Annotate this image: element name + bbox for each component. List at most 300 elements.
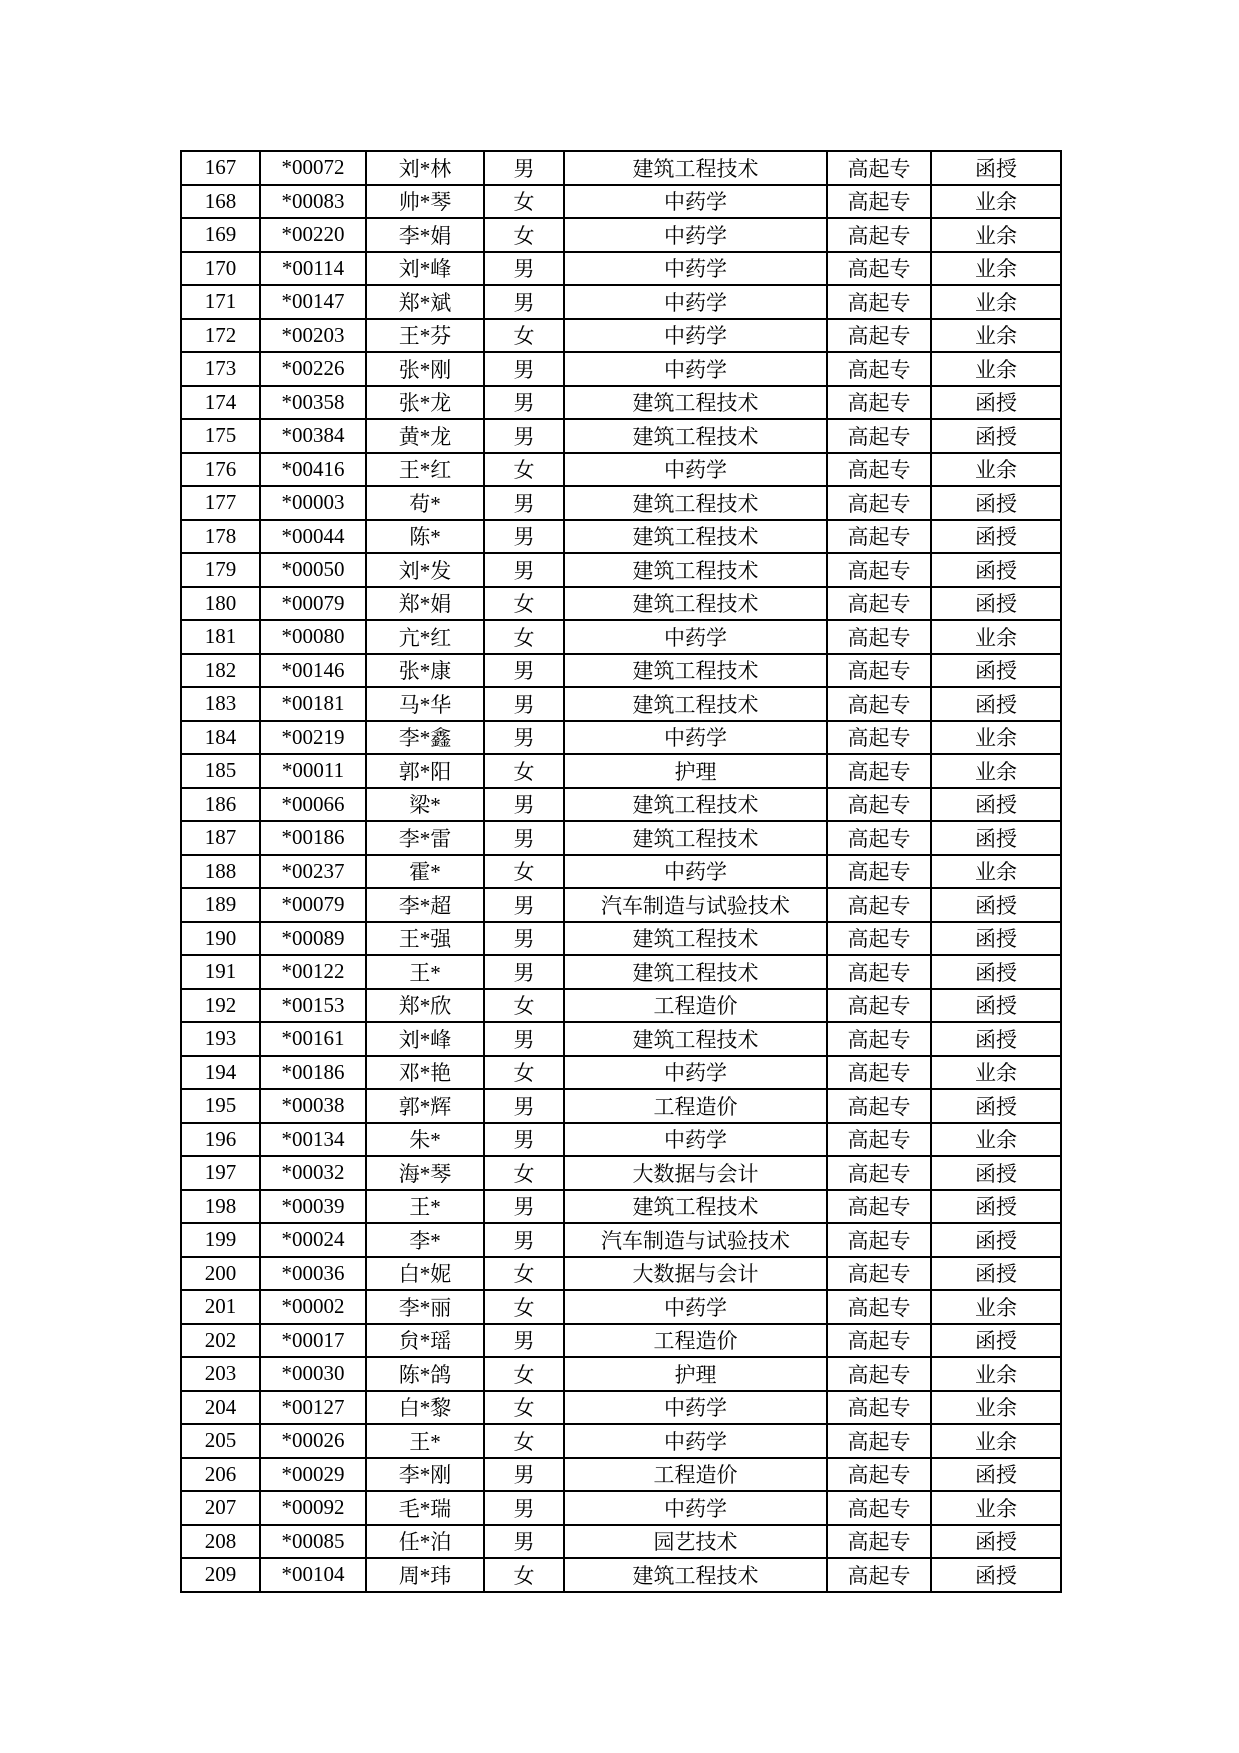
study-mode-cell: 函授 <box>931 553 1061 587</box>
name-cell: 张*康 <box>366 654 484 688</box>
gender-cell: 男 <box>484 1525 564 1559</box>
serial-number-cell: 207 <box>181 1491 260 1525</box>
study-mode-cell: 函授 <box>931 1525 1061 1559</box>
serial-number-cell: 176 <box>181 453 260 487</box>
gender-cell: 女 <box>484 1558 564 1592</box>
exam-id-cell: *00066 <box>260 788 366 822</box>
serial-number-cell: 204 <box>181 1391 260 1425</box>
table-row <box>181 352 1061 386</box>
major-cell: 中药学 <box>564 620 827 654</box>
gender-cell: 女 <box>484 1257 564 1291</box>
name-cell: 王* <box>366 955 484 989</box>
serial-number-cell: 188 <box>181 855 260 889</box>
table-row <box>181 386 1061 420</box>
table-row <box>181 285 1061 319</box>
table-row <box>181 1458 1061 1492</box>
major-cell: 中药学 <box>564 1290 827 1324</box>
exam-id-cell: *00134 <box>260 1123 366 1157</box>
level-cell: 高起专 <box>827 821 931 855</box>
study-mode-cell: 业余 <box>931 1056 1061 1090</box>
major-cell: 建筑工程技术 <box>564 587 827 621</box>
major-cell: 中药学 <box>564 319 827 353</box>
major-cell: 建筑工程技术 <box>564 1190 827 1224</box>
name-cell: 毛*瑞 <box>366 1491 484 1525</box>
name-cell: 李*丽 <box>366 1290 484 1324</box>
level-cell: 高起专 <box>827 252 931 286</box>
level-cell: 高起专 <box>827 989 931 1023</box>
exam-id-cell: *00161 <box>260 1022 366 1056</box>
serial-number-cell: 186 <box>181 788 260 822</box>
major-cell: 建筑工程技术 <box>564 151 827 185</box>
table-row <box>181 587 1061 621</box>
name-cell: 白*黎 <box>366 1391 484 1425</box>
major-cell: 中药学 <box>564 352 827 386</box>
gender-cell: 男 <box>484 687 564 721</box>
name-cell: 郭*辉 <box>366 1089 484 1123</box>
level-cell: 高起专 <box>827 419 931 453</box>
serial-number-cell: 174 <box>181 386 260 420</box>
name-cell: 张*龙 <box>366 386 484 420</box>
exam-id-cell: *00003 <box>260 486 366 520</box>
major-cell: 建筑工程技术 <box>564 386 827 420</box>
level-cell: 高起专 <box>827 486 931 520</box>
exam-id-cell: *00036 <box>260 1257 366 1291</box>
gender-cell: 女 <box>484 754 564 788</box>
level-cell: 高起专 <box>827 922 931 956</box>
study-mode-cell: 函授 <box>931 1156 1061 1190</box>
gender-cell: 男 <box>484 821 564 855</box>
name-cell: 刘*峰 <box>366 1022 484 1056</box>
serial-number-cell: 208 <box>181 1525 260 1559</box>
major-cell: 汽车制造与试验技术 <box>564 888 827 922</box>
serial-number-cell: 175 <box>181 419 260 453</box>
study-mode-cell: 函授 <box>931 989 1061 1023</box>
major-cell: 护理 <box>564 1357 827 1391</box>
level-cell: 高起专 <box>827 386 931 420</box>
serial-number-cell: 178 <box>181 520 260 554</box>
exam-id-cell: *00092 <box>260 1491 366 1525</box>
major-cell: 中药学 <box>564 1123 827 1157</box>
major-cell: 建筑工程技术 <box>564 788 827 822</box>
level-cell: 高起专 <box>827 955 931 989</box>
exam-id-cell: *00038 <box>260 1089 366 1123</box>
table-row <box>181 1190 1061 1224</box>
major-cell: 园艺技术 <box>564 1525 827 1559</box>
serial-number-cell: 194 <box>181 1056 260 1090</box>
name-cell: 李* <box>366 1223 484 1257</box>
exam-id-cell: *00030 <box>260 1357 366 1391</box>
gender-cell: 女 <box>484 1357 564 1391</box>
student-roster-table <box>180 150 1062 1593</box>
gender-cell: 男 <box>484 1190 564 1224</box>
table-row <box>181 151 1061 185</box>
level-cell: 高起专 <box>827 185 931 219</box>
serial-number-cell: 192 <box>181 989 260 1023</box>
name-cell: 郑*娟 <box>366 587 484 621</box>
table-row <box>181 453 1061 487</box>
exam-id-cell: *00147 <box>260 285 366 319</box>
table-row <box>181 687 1061 721</box>
exam-id-cell: *00146 <box>260 654 366 688</box>
serial-number-cell: 179 <box>181 553 260 587</box>
exam-id-cell: *00085 <box>260 1525 366 1559</box>
gender-cell: 男 <box>484 1022 564 1056</box>
table-row <box>181 1525 1061 1559</box>
table-row <box>181 1223 1061 1257</box>
study-mode-cell: 函授 <box>931 1022 1061 1056</box>
table-row <box>181 1324 1061 1358</box>
major-cell: 建筑工程技术 <box>564 486 827 520</box>
major-cell: 汽车制造与试验技术 <box>564 1223 827 1257</box>
name-cell: 郑*欣 <box>366 989 484 1023</box>
gender-cell: 女 <box>484 453 564 487</box>
gender-cell: 男 <box>484 285 564 319</box>
major-cell: 建筑工程技术 <box>564 654 827 688</box>
study-mode-cell: 业余 <box>931 1491 1061 1525</box>
serial-number-cell: 170 <box>181 252 260 286</box>
level-cell: 高起专 <box>827 1190 931 1224</box>
study-mode-cell: 业余 <box>931 721 1061 755</box>
study-mode-cell: 函授 <box>931 1458 1061 1492</box>
level-cell: 高起专 <box>827 1156 931 1190</box>
major-cell: 中药学 <box>564 855 827 889</box>
major-cell: 工程造价 <box>564 1089 827 1123</box>
table-row <box>181 1022 1061 1056</box>
name-cell: 刘*林 <box>366 151 484 185</box>
serial-number-cell: 183 <box>181 687 260 721</box>
level-cell: 高起专 <box>827 1391 931 1425</box>
gender-cell: 女 <box>484 185 564 219</box>
exam-id-cell: *00079 <box>260 888 366 922</box>
name-cell: 王* <box>366 1424 484 1458</box>
exam-id-cell: *00032 <box>260 1156 366 1190</box>
serial-number-cell: 201 <box>181 1290 260 1324</box>
study-mode-cell: 函授 <box>931 922 1061 956</box>
table-row <box>181 1491 1061 1525</box>
name-cell: 白*妮 <box>366 1257 484 1291</box>
name-cell: 张*刚 <box>366 352 484 386</box>
exam-id-cell: *00384 <box>260 419 366 453</box>
level-cell: 高起专 <box>827 587 931 621</box>
study-mode-cell: 业余 <box>931 620 1061 654</box>
study-mode-cell: 业余 <box>931 1424 1061 1458</box>
study-mode-cell: 业余 <box>931 185 1061 219</box>
level-cell: 高起专 <box>827 352 931 386</box>
level-cell: 高起专 <box>827 1089 931 1123</box>
gender-cell: 男 <box>484 1458 564 1492</box>
table-row <box>181 520 1061 554</box>
study-mode-cell: 函授 <box>931 888 1061 922</box>
gender-cell: 男 <box>484 151 564 185</box>
table-row <box>181 1558 1061 1592</box>
serial-number-cell: 171 <box>181 285 260 319</box>
gender-cell: 男 <box>484 1491 564 1525</box>
study-mode-cell: 业余 <box>931 754 1061 788</box>
table-row <box>181 319 1061 353</box>
major-cell: 建筑工程技术 <box>564 1022 827 1056</box>
name-cell: 陈* <box>366 520 484 554</box>
table-row <box>181 955 1061 989</box>
exam-id-cell: *00089 <box>260 922 366 956</box>
exam-id-cell: *00017 <box>260 1324 366 1358</box>
exam-id-cell: *00026 <box>260 1424 366 1458</box>
serial-number-cell: 187 <box>181 821 260 855</box>
table-row <box>181 754 1061 788</box>
study-mode-cell: 业余 <box>931 1391 1061 1425</box>
name-cell: 王*芬 <box>366 319 484 353</box>
exam-id-cell: *00029 <box>260 1458 366 1492</box>
table-row <box>181 419 1061 453</box>
study-mode-cell: 函授 <box>931 386 1061 420</box>
serial-number-cell: 172 <box>181 319 260 353</box>
name-cell: 郑*斌 <box>366 285 484 319</box>
table-row <box>181 1357 1061 1391</box>
major-cell: 中药学 <box>564 1491 827 1525</box>
major-cell: 建筑工程技术 <box>564 1558 827 1592</box>
serial-number-cell: 209 <box>181 1558 260 1592</box>
serial-number-cell: 182 <box>181 654 260 688</box>
exam-id-cell: *00039 <box>260 1190 366 1224</box>
exam-id-cell: *00127 <box>260 1391 366 1425</box>
exam-id-cell: *00153 <box>260 989 366 1023</box>
study-mode-cell: 函授 <box>931 1257 1061 1291</box>
serial-number-cell: 197 <box>181 1156 260 1190</box>
level-cell: 高起专 <box>827 620 931 654</box>
level-cell: 高起专 <box>827 1290 931 1324</box>
name-cell: 朱* <box>366 1123 484 1157</box>
major-cell: 工程造价 <box>564 989 827 1023</box>
study-mode-cell: 业余 <box>931 285 1061 319</box>
name-cell: 王*强 <box>366 922 484 956</box>
exam-id-cell: *00219 <box>260 721 366 755</box>
level-cell: 高起专 <box>827 553 931 587</box>
serial-number-cell: 195 <box>181 1089 260 1123</box>
study-mode-cell: 业余 <box>931 352 1061 386</box>
level-cell: 高起专 <box>827 1022 931 1056</box>
gender-cell: 女 <box>484 620 564 654</box>
table-row <box>181 620 1061 654</box>
table-row <box>181 1089 1061 1123</box>
exam-id-cell: *00079 <box>260 587 366 621</box>
table-row <box>181 1123 1061 1157</box>
level-cell: 高起专 <box>827 453 931 487</box>
name-cell: 王* <box>366 1190 484 1224</box>
name-cell: 马*华 <box>366 687 484 721</box>
name-cell: 李*刚 <box>366 1458 484 1492</box>
name-cell: 陈*鸽 <box>366 1357 484 1391</box>
name-cell: 梁* <box>366 788 484 822</box>
gender-cell: 男 <box>484 252 564 286</box>
study-mode-cell: 函授 <box>931 1324 1061 1358</box>
serial-number-cell: 202 <box>181 1324 260 1358</box>
gender-cell: 男 <box>484 352 564 386</box>
serial-number-cell: 203 <box>181 1357 260 1391</box>
serial-number-cell: 168 <box>181 185 260 219</box>
major-cell: 工程造价 <box>564 1458 827 1492</box>
exam-id-cell: *00024 <box>260 1223 366 1257</box>
exam-id-cell: *00181 <box>260 687 366 721</box>
level-cell: 高起专 <box>827 1257 931 1291</box>
major-cell: 建筑工程技术 <box>564 821 827 855</box>
study-mode-cell: 业余 <box>931 252 1061 286</box>
table-row <box>181 1424 1061 1458</box>
level-cell: 高起专 <box>827 721 931 755</box>
level-cell: 高起专 <box>827 1357 931 1391</box>
serial-number-cell: 193 <box>181 1022 260 1056</box>
study-mode-cell: 函授 <box>931 788 1061 822</box>
level-cell: 高起专 <box>827 654 931 688</box>
major-cell: 中药学 <box>564 285 827 319</box>
major-cell: 大数据与会计 <box>564 1257 827 1291</box>
exam-id-cell: *00044 <box>260 520 366 554</box>
table-row <box>181 185 1061 219</box>
study-mode-cell: 函授 <box>931 520 1061 554</box>
gender-cell: 男 <box>484 721 564 755</box>
study-mode-cell: 函授 <box>931 1089 1061 1123</box>
level-cell: 高起专 <box>827 319 931 353</box>
study-mode-cell: 函授 <box>931 486 1061 520</box>
name-cell: 李*雷 <box>366 821 484 855</box>
gender-cell: 男 <box>484 1223 564 1257</box>
gender-cell: 女 <box>484 1156 564 1190</box>
exam-id-cell: *00080 <box>260 620 366 654</box>
name-cell: 李*鑫 <box>366 721 484 755</box>
major-cell: 建筑工程技术 <box>564 520 827 554</box>
gender-cell: 女 <box>484 587 564 621</box>
gender-cell: 男 <box>484 520 564 554</box>
exam-id-cell: *00358 <box>260 386 366 420</box>
serial-number-cell: 167 <box>181 151 260 185</box>
name-cell: 李*娟 <box>366 218 484 252</box>
major-cell: 中药学 <box>564 721 827 755</box>
level-cell: 高起专 <box>827 218 931 252</box>
study-mode-cell: 业余 <box>931 855 1061 889</box>
serial-number-cell: 181 <box>181 620 260 654</box>
exam-id-cell: *00186 <box>260 821 366 855</box>
level-cell: 高起专 <box>827 1123 931 1157</box>
major-cell: 建筑工程技术 <box>564 553 827 587</box>
level-cell: 高起专 <box>827 1056 931 1090</box>
name-cell: 海*琴 <box>366 1156 484 1190</box>
table-row <box>181 721 1061 755</box>
level-cell: 高起专 <box>827 285 931 319</box>
gender-cell: 男 <box>484 955 564 989</box>
exam-id-cell: *00050 <box>260 553 366 587</box>
name-cell: 周*玮 <box>366 1558 484 1592</box>
study-mode-cell: 业余 <box>931 453 1061 487</box>
major-cell: 中药学 <box>564 218 827 252</box>
level-cell: 高起专 <box>827 754 931 788</box>
study-mode-cell: 函授 <box>931 419 1061 453</box>
table-row <box>181 922 1061 956</box>
gender-cell: 男 <box>484 1123 564 1157</box>
serial-number-cell: 199 <box>181 1223 260 1257</box>
exam-id-cell: *00416 <box>260 453 366 487</box>
major-cell: 中药学 <box>564 185 827 219</box>
name-cell: 黄*龙 <box>366 419 484 453</box>
level-cell: 高起专 <box>827 1491 931 1525</box>
gender-cell: 男 <box>484 1089 564 1123</box>
gender-cell: 女 <box>484 1391 564 1425</box>
exam-id-cell: *00220 <box>260 218 366 252</box>
name-cell: 李*超 <box>366 888 484 922</box>
name-cell: 苟* <box>366 486 484 520</box>
major-cell: 中药学 <box>564 1391 827 1425</box>
table-row <box>181 989 1061 1023</box>
table-row <box>181 855 1061 889</box>
exam-id-cell: *00203 <box>260 319 366 353</box>
exam-id-cell: *00104 <box>260 1558 366 1592</box>
gender-cell: 女 <box>484 1056 564 1090</box>
level-cell: 高起专 <box>827 1223 931 1257</box>
exam-id-cell: *00114 <box>260 252 366 286</box>
gender-cell: 女 <box>484 1424 564 1458</box>
exam-id-cell: *00226 <box>260 352 366 386</box>
level-cell: 高起专 <box>827 687 931 721</box>
table-row <box>181 1391 1061 1425</box>
table-row <box>181 1156 1061 1190</box>
name-cell: 邓*艳 <box>366 1056 484 1090</box>
serial-number-cell: 191 <box>181 955 260 989</box>
serial-number-cell: 180 <box>181 587 260 621</box>
serial-number-cell: 206 <box>181 1458 260 1492</box>
gender-cell: 女 <box>484 1290 564 1324</box>
level-cell: 高起专 <box>827 1525 931 1559</box>
gender-cell: 男 <box>484 419 564 453</box>
exam-id-cell: *00072 <box>260 151 366 185</box>
study-mode-cell: 业余 <box>931 319 1061 353</box>
study-mode-cell: 业余 <box>931 1290 1061 1324</box>
gender-cell: 男 <box>484 386 564 420</box>
gender-cell: 男 <box>484 553 564 587</box>
name-cell: 贠*瑶 <box>366 1324 484 1358</box>
serial-number-cell: 185 <box>181 754 260 788</box>
serial-number-cell: 196 <box>181 1123 260 1157</box>
study-mode-cell: 函授 <box>931 151 1061 185</box>
study-mode-cell: 函授 <box>931 687 1061 721</box>
study-mode-cell: 函授 <box>931 1558 1061 1592</box>
level-cell: 高起专 <box>827 1424 931 1458</box>
major-cell: 建筑工程技术 <box>564 419 827 453</box>
serial-number-cell: 184 <box>181 721 260 755</box>
name-cell: 刘*发 <box>366 553 484 587</box>
gender-cell: 女 <box>484 218 564 252</box>
table-row <box>181 788 1061 822</box>
study-mode-cell: 业余 <box>931 1123 1061 1157</box>
roster-body <box>181 151 1061 1592</box>
level-cell: 高起专 <box>827 1324 931 1358</box>
major-cell: 大数据与会计 <box>564 1156 827 1190</box>
major-cell: 建筑工程技术 <box>564 955 827 989</box>
gender-cell: 男 <box>484 1324 564 1358</box>
name-cell: 任*泊 <box>366 1525 484 1559</box>
major-cell: 中药学 <box>564 453 827 487</box>
study-mode-cell: 业余 <box>931 218 1061 252</box>
table-row <box>181 654 1061 688</box>
study-mode-cell: 业余 <box>931 1357 1061 1391</box>
name-cell: 霍* <box>366 855 484 889</box>
gender-cell: 男 <box>484 922 564 956</box>
exam-id-cell: *00122 <box>260 955 366 989</box>
table-row <box>181 888 1061 922</box>
exam-id-cell: *00083 <box>260 185 366 219</box>
gender-cell: 女 <box>484 989 564 1023</box>
table-row <box>181 1056 1061 1090</box>
major-cell: 建筑工程技术 <box>564 922 827 956</box>
level-cell: 高起专 <box>827 888 931 922</box>
exam-id-cell: *00011 <box>260 754 366 788</box>
gender-cell: 男 <box>484 788 564 822</box>
